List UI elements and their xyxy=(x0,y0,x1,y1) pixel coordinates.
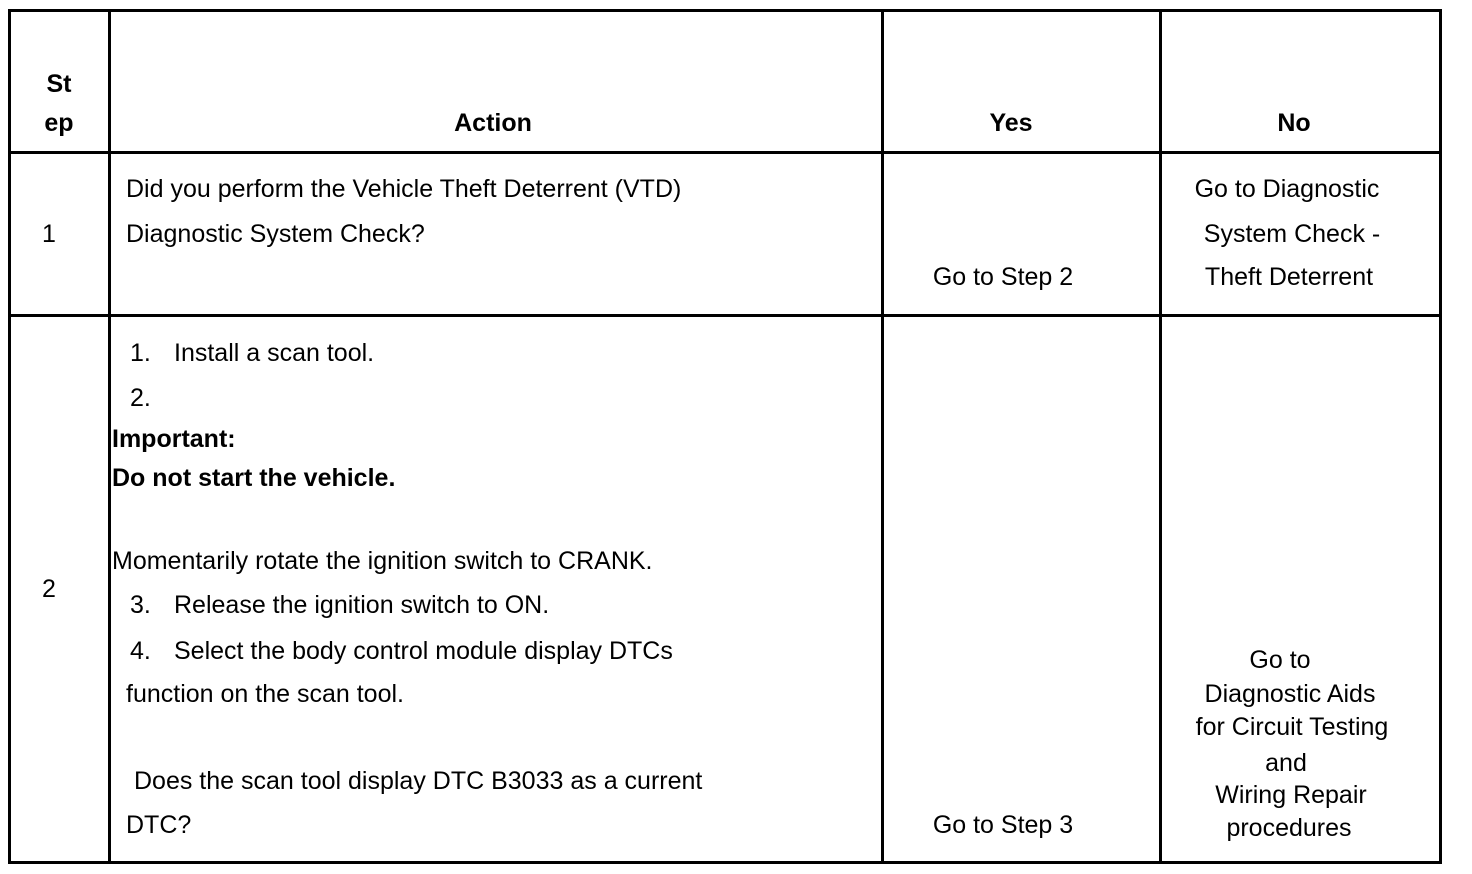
list-item-continuation: function on the scan tool. xyxy=(126,680,404,708)
header-step-line2: ep xyxy=(44,109,74,137)
yes-result: Go to Step 2 xyxy=(932,263,1074,291)
no-result: Diagnostic Aids xyxy=(1204,680,1376,708)
action-text: Diagnostic System Check? xyxy=(126,220,425,248)
header-step-line1: St xyxy=(46,70,72,98)
step-number: 1 xyxy=(42,220,56,248)
no-result: for Circuit Testing xyxy=(1195,713,1389,741)
no-result: Wiring Repair xyxy=(1215,781,1367,809)
step-number: 2 xyxy=(42,575,56,603)
column-divider xyxy=(881,12,884,861)
important-label: Important: xyxy=(112,425,236,453)
list-item: Install a scan tool. xyxy=(174,339,375,367)
momentary-instruction: Momentarily rotate the ignition switch to CRANK. xyxy=(112,547,653,575)
header-no: No xyxy=(1277,109,1311,137)
action-text: Did you perform the Vehicle Theft Deterrent (VTD) xyxy=(126,175,682,203)
row-divider xyxy=(11,151,1439,154)
no-result: Go to Diagnostic xyxy=(1194,175,1380,203)
header-yes: Yes xyxy=(989,109,1033,137)
no-result: and xyxy=(1265,749,1307,777)
no-result: Go to xyxy=(1249,646,1311,674)
list-item: Release the ignition switch to ON. xyxy=(174,591,550,619)
question-text: DTC? xyxy=(126,811,192,839)
list-number: 1. xyxy=(130,339,151,367)
list-number: 2. xyxy=(130,384,151,412)
question-text: Does the scan tool display DTC B3033 as a current xyxy=(134,767,703,795)
no-result: System Check - xyxy=(1203,220,1381,248)
yes-result: Go to Step 3 xyxy=(932,811,1074,839)
list-number: 4. xyxy=(130,637,151,665)
list-number: 3. xyxy=(130,591,151,619)
row-divider xyxy=(11,314,1439,317)
important-text: Do not start the vehicle. xyxy=(112,464,396,492)
column-divider xyxy=(108,12,111,861)
header-action: Action xyxy=(454,109,532,137)
no-result: procedures xyxy=(1226,814,1352,842)
no-result: Theft Deterrent xyxy=(1204,263,1374,291)
list-item: Select the body control module display DTCs xyxy=(174,637,673,665)
